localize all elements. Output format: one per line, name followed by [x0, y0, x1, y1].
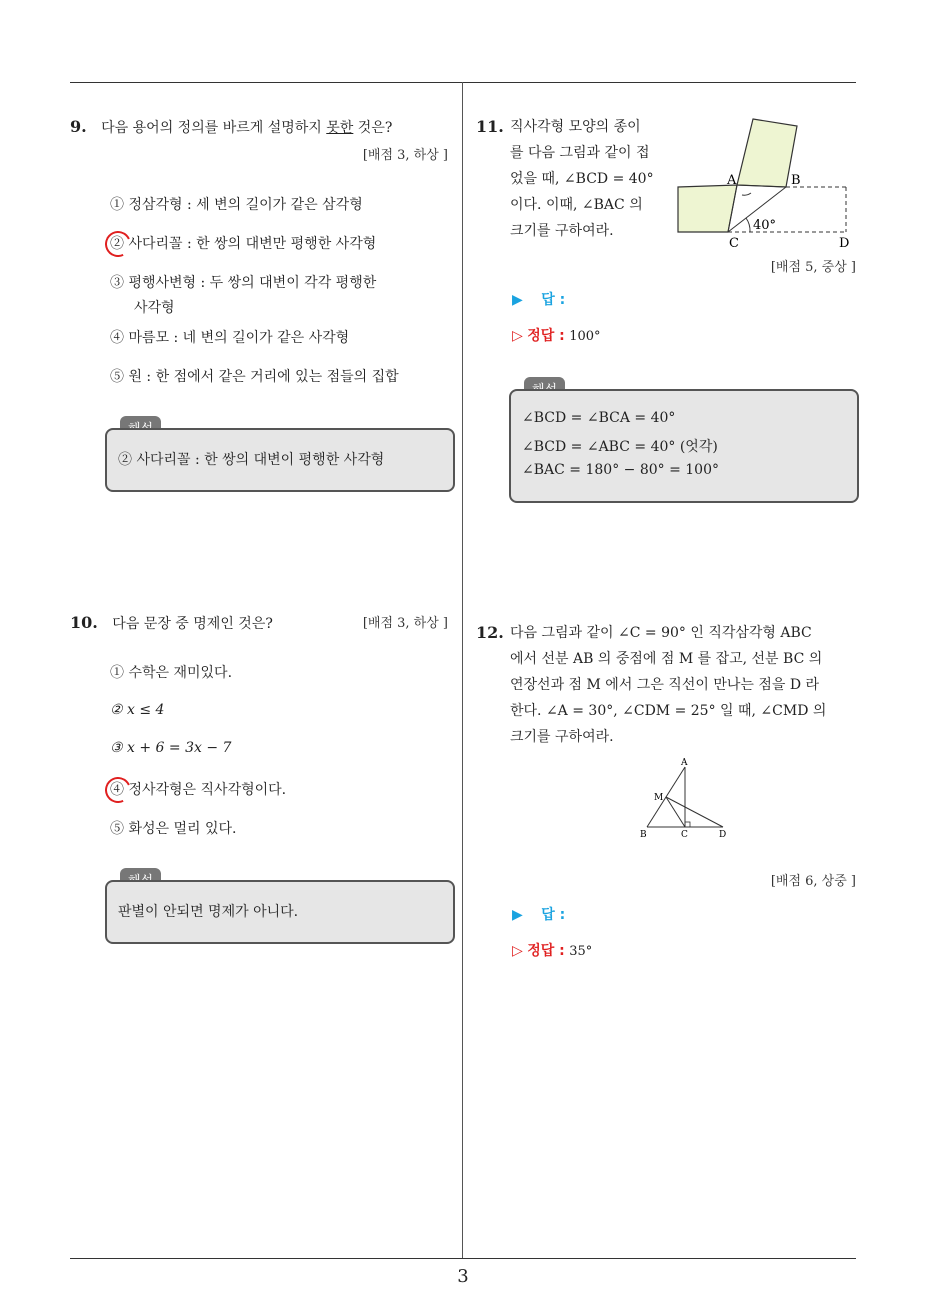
q10-text: 다음 문장 중 명제인 것은?: [112, 616, 273, 632]
q11-number: 11.: [476, 117, 504, 136]
q11-correct-label: 정답 :: [527, 328, 565, 344]
q11-line-5: 크기를 구하여라.: [510, 223, 614, 239]
q11-label-angle: 40°: [753, 218, 777, 233]
q12-correct-value: 35°: [569, 944, 593, 959]
q11-paper-upright: [737, 119, 797, 187]
q9-solution-text: ② 사다리꼴 : 한 쌍의 대변이 평행한 사각형: [118, 452, 385, 468]
q11-line-4: 이다. 이때, ∠BAC 의: [510, 197, 643, 213]
q12-label-d: D: [719, 830, 727, 840]
q12-label-a: A: [681, 758, 688, 768]
q9-number: 9.: [70, 117, 87, 136]
q12-segment-md: [666, 797, 723, 827]
q11-paper-fold: [678, 185, 737, 232]
q11-label-d: D: [839, 236, 850, 251]
q12-correct-label: 정답 :: [527, 943, 565, 959]
q12-score: [배점 6, 상중 ]: [770, 874, 856, 889]
q10-choice-1: ① 수학은 재미있다.: [110, 665, 233, 681]
top-rule: [70, 82, 856, 83]
q11-solution-line-1: ∠BCD = ∠BCA = 40°: [522, 410, 676, 426]
bottom-rule: [70, 1258, 856, 1259]
q12-label-m: M: [654, 793, 664, 803]
q11-line-1: 직사각형 모양의 종이: [510, 119, 641, 135]
q11-label-c: C: [729, 236, 739, 251]
q11-line-3: 었을 때, ∠BCD = 40°: [510, 171, 654, 187]
column-divider: [462, 82, 463, 1258]
q10-solution-text: 판별이 안되면 명제가 아니다.: [118, 904, 299, 920]
q12-right-angle-mark: [685, 822, 690, 827]
q12-label-b: B: [640, 830, 647, 840]
q12-line-3: 연장선과 점 M 에서 그은 직선이 만나는 점을 D 라: [510, 677, 820, 693]
q9-choice-3: ③ 평행사변형 : 두 쌍의 대변이 각각 평행한: [110, 275, 377, 291]
q9-text-a: 다음 용어의 정의를 바르게 설명하지: [101, 120, 327, 136]
q12-line-1: 다음 그림과 같이 ∠C = 90° 인 직각삼각형 ABC: [510, 625, 812, 641]
q10-number: 10.: [70, 613, 98, 632]
page-number: 3: [457, 1266, 469, 1287]
q12-line-4: 한다. ∠A = 30°, ∠CDM = 25° 일 때, ∠CMD 의: [510, 703, 827, 719]
q11-line-2: 를 다음 그림과 같이 접: [510, 145, 650, 161]
q11-label-a: A: [727, 173, 737, 188]
q11-correct-value: 100°: [569, 329, 601, 344]
q12-label-c: C: [681, 830, 688, 840]
q9-stem: [70, 114, 392, 141]
q12-answer-arrow-icon: ▶: [512, 907, 523, 923]
q12-answer-label: 답 :: [541, 907, 566, 923]
q10-score: [배점 3, 하상 ]: [362, 616, 448, 631]
q11-correct-arrow-icon: ▷: [512, 328, 523, 344]
q11-figure: [670, 115, 860, 255]
q12-correct-arrow-icon: ▷: [512, 943, 523, 959]
q11-correct-line: [512, 325, 601, 345]
q11-answer-arrow-icon: ▶: [512, 292, 523, 308]
q11-answer-line: [512, 289, 565, 309]
q11-score: [배점 5, 중상 ]: [770, 260, 856, 275]
q10-stem: [70, 610, 273, 637]
q10-choice-3: ③ x + 6 = 3x − 7: [110, 740, 232, 756]
q12-line-5: 크기를 구하여라.: [510, 729, 614, 745]
q11-answer-label: 답 :: [541, 292, 566, 308]
q9-choice-3-cont: 사각형: [134, 300, 175, 316]
q12-line-2: 에서 선분 AB 의 중점에 점 M 를 잡고, 선분 BC 의: [510, 651, 823, 667]
q9-choice-4: ④ 마름모 : 네 변의 길이가 같은 사각형: [110, 330, 350, 346]
q12-answer-line: [512, 904, 565, 924]
q10-choice-2: ② x ≤ 4: [110, 702, 165, 718]
q10-choice-4: ④ 정사각형은 직사각형이다.: [110, 782, 287, 798]
q9-text-underlined: 못한: [326, 120, 354, 136]
q12-number: 12.: [476, 623, 504, 642]
q11-angle-arc-c: [746, 218, 750, 232]
q9-choice-2: ② 사다리꼴 : 한 쌍의 대변만 평행한 사각형: [110, 236, 377, 252]
q12-figure: [632, 755, 732, 845]
q11-solution-line-3: ∠BAC = 180° − 80° = 100°: [522, 462, 719, 478]
q12-correct-line: [512, 940, 592, 960]
q9-choice-1: ① 정삼각형 : 세 변의 길이가 같은 삼각형: [110, 197, 363, 213]
q10-choice-5: ⑤ 화성은 멀리 있다.: [110, 821, 237, 837]
q9-score: [배점 3, 하상 ]: [362, 148, 448, 163]
q9-text-b: 것은?: [353, 120, 393, 136]
q11-solution-line-2: ∠BCD = ∠ABC = 40° (엇각): [522, 439, 718, 455]
q11-label-b: B: [791, 173, 801, 188]
q9-choice-5: ⑤ 원 : 한 점에서 같은 거리에 있는 점들의 집합: [110, 369, 399, 385]
q11-angle-arc-a: [742, 193, 751, 195]
